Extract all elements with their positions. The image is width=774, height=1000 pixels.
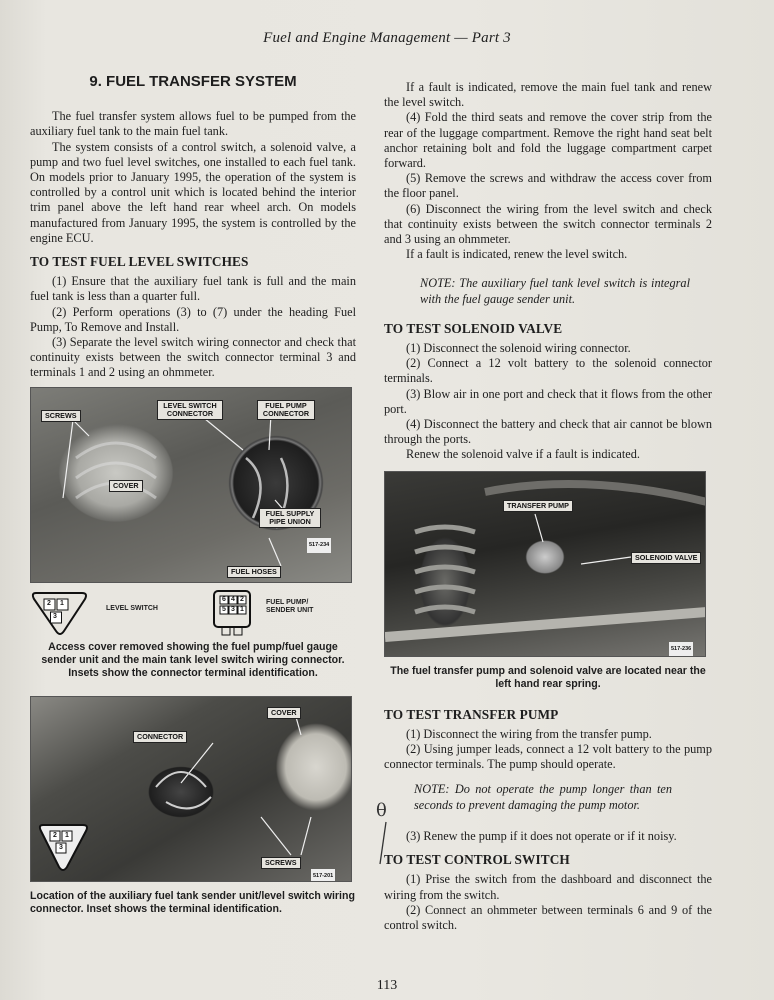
pump-step-1: (1) Disconnect the wiring from the transfer pump. [406, 726, 652, 741]
label-transfer-pump: TRANSFER PUMP [503, 500, 573, 512]
heading-test-control-switch: TO TEST CONTROL SWITCH [384, 852, 570, 868]
pump-pin-6: 6 [222, 595, 226, 603]
pump-pin-1: 1 [240, 605, 244, 613]
figure1-caption: Access cover removed showing the fuel pump/fuel gauge sender unit and the main tank level switch wiring connector. Insets show the connector terminal identification. [41, 640, 345, 679]
heading-test-transfer-pump: TO TEST TRANSFER PUMP [384, 706, 559, 722]
solenoid-step-5: Renew the solenoid valve if a fault is indicated. [406, 447, 640, 462]
solenoid-step-4: (4) Disconnect the battery and check that air cannot be blown through the ports. [384, 417, 712, 447]
switch-step-1: (1) Prise the switch from the dashboard and disconnect the wiring from the switch. [384, 872, 712, 902]
figure2-caption: Location of the auxiliary fuel tank sender unit/level switch wiring connector. Inset shows the terminal identification. [30, 889, 355, 915]
fig2-pin-3: 3 [59, 843, 63, 851]
pump-step-2: (2) Using jumper leads, connect a 12 volt battery to the pump connector terminals. The pump should operate. [384, 742, 712, 772]
label-screws: SCREWS [41, 410, 81, 422]
intro-para-1: The fuel transfer system allows fuel to be pumped from the auxiliary fuel tank to the main fuel tank. [30, 109, 356, 139]
left-column [30, 74, 356, 916]
label-fuel-hoses: FUEL HOSES [227, 566, 281, 578]
inset-level-switch-label: LEVEL SWITCH [106, 604, 158, 612]
fig2-label-connector: CONNECTOR [133, 731, 187, 743]
pencil-stroke [376, 818, 392, 868]
figure-auxiliary-tank-photo [30, 696, 352, 882]
inset-pin-1: 1 [60, 599, 64, 607]
right-column [384, 80, 712, 933]
solenoid-step-2: (2) Connect a 12 volt battery to the solenoid connector terminals. [384, 356, 712, 386]
pencil-mark: θ [376, 800, 387, 821]
label-fuel-pump-connector: FUEL PUMP CONNECTOR [257, 400, 315, 420]
figure-fuel-pump-access-photo [30, 387, 352, 583]
solenoid-step-1: (1) Disconnect the solenoid wiring connector. [406, 341, 631, 356]
label-solenoid-valve: SOLENOID VALVE [631, 552, 701, 564]
heading-test-level-switches: TO TEST FUEL LEVEL SWITCHES [30, 254, 249, 270]
solenoid-step-3: (3) Blow air in one port and check that it flows from the other port. [384, 386, 712, 416]
right-para-3: (5) Remove the screws and withdraw the access cover from the floor panel. [384, 171, 712, 201]
figure1-inset-row [30, 587, 356, 637]
figure3-code: 517-236 [669, 642, 693, 657]
fig2-pin-2: 2 [53, 831, 57, 839]
fig2-label-cover: COVER [267, 707, 301, 719]
page-number: 113 [376, 978, 398, 993]
switch-step-2: (2) Connect an ohmmeter between terminals 6 and 9 of the control switch. [384, 902, 712, 932]
label-level-switch-connector: LEVEL SWITCH CONNECTOR [157, 400, 223, 420]
level-step-3: (3) Separate the level switch wiring connector and check that continuity exists between the switch connector terminal 3 and terminals 1 and 2 using an ohmmeter. [30, 335, 356, 380]
label-cover: COVER [109, 480, 143, 492]
fig2-pin-1: 1 [65, 831, 69, 839]
pump-pin-3: 3 [231, 605, 235, 613]
running-header: Fuel and Engine Management — Part 3 [263, 30, 511, 46]
figure2-inset-connector [37, 817, 97, 877]
pump-pin-5: 5 [222, 605, 226, 613]
label-fuel-supply-pipe-union: FUEL SUPPLY PIPE UNION [259, 508, 321, 528]
figure3-caption: The fuel transfer pump and solenoid valve are located near the left hand rear spring. [390, 664, 706, 690]
fig2-label-screws: SCREWS [261, 857, 301, 869]
pump-step-3: (3) Renew the pump if it does not operate or if it noisy. [406, 828, 677, 843]
note-auxiliary-level-switch: NOTE: The auxiliary fuel tank level switch is integral with the fuel gauge sender unit. [420, 276, 690, 306]
right-para-1: If a fault is indicated, remove the main fuel tank and renew the level switch. [384, 80, 712, 110]
right-para-5: If a fault is indicated, renew the level switch. [406, 247, 628, 262]
pump-pin-2: 2 [240, 595, 244, 603]
figure1-code: 517-234 [307, 538, 331, 553]
level-step-1: (1) Ensure that the auxiliary fuel tank is full and the main fuel tank is less than a quarter full. [30, 274, 356, 304]
pump-pin-4: 4 [231, 595, 235, 603]
intro-para-2: The system consists of a control switch, a solenoid valve, a pump and two fuel level switches, one installed to each fuel tank. On models prior to January 1995, the operation of the system is controlled by a control unit which is located behind the interior trim panel above the left hand rear wheel arch. On models manufactured from January 1995, the system is controlled by the engine ECU. [30, 139, 356, 245]
level-step-2: (2) Perform operations (3) to (7) under the heading Fuel Pump, To Remove and Install. [30, 304, 356, 334]
note-pump-duration: NOTE: Do not operate the pump longer than ten seconds to prevent damaging the pump motor. [414, 782, 672, 812]
figure-transfer-pump-photo [384, 471, 706, 657]
inset-fuel-pump-sender-label: FUEL PUMP/ SENDER UNIT [266, 598, 314, 615]
heading-test-solenoid: TO TEST SOLENOID VALVE [384, 320, 563, 336]
inset-pin-3: 3 [53, 612, 57, 620]
section-title: 9. FUEL TRANSFER SYSTEM [89, 73, 297, 90]
figure2-code: 517-201 [311, 869, 335, 882]
inset-pin-2: 2 [47, 599, 51, 607]
right-para-2: (4) Fold the third seats and remove the cover strip from the rear of the luggage compartment. Remove the right hand seat belt anchor retaining bolt and fold the luggage compartment carpet forward. [384, 110, 712, 171]
right-para-4: (6) Disconnect the wiring from the level switch and check that continuity exists between the switch connector terminals 2 and 3 using an ohmmeter. [384, 201, 712, 247]
